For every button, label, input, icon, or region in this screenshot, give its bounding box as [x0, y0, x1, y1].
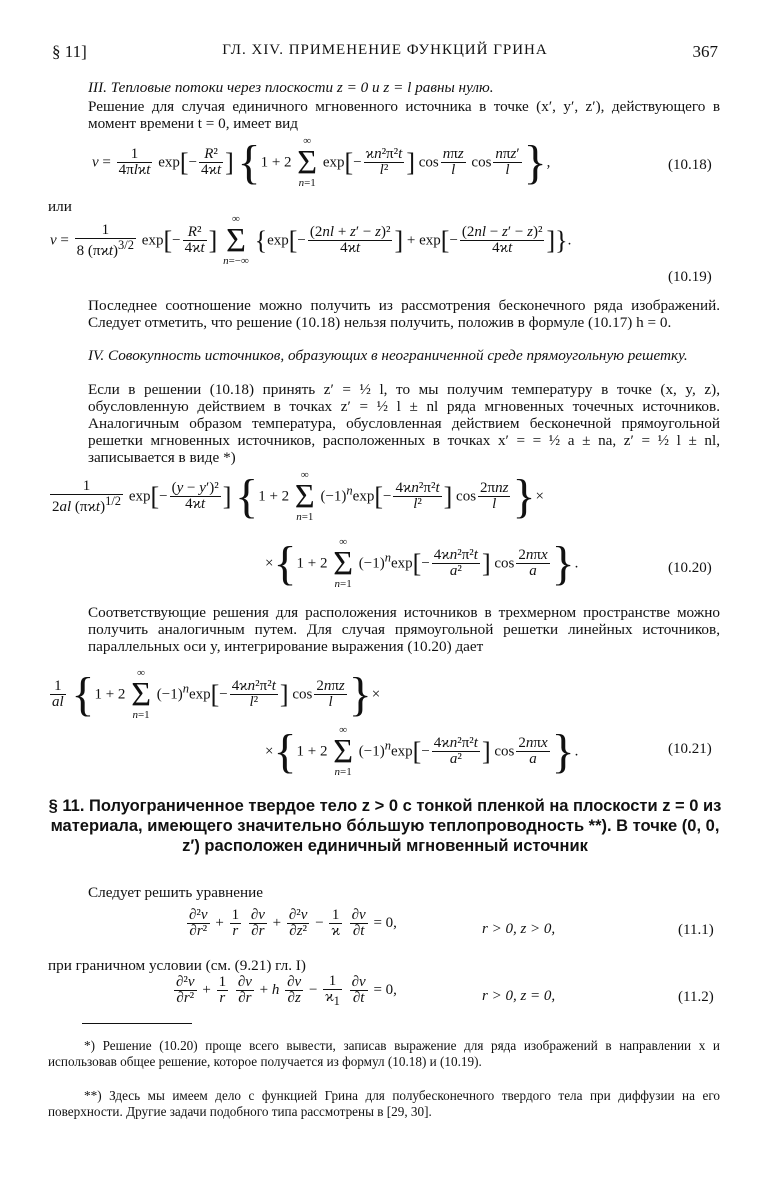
- or-word: или: [48, 198, 72, 215]
- running-head-section: § 11]: [52, 42, 87, 61]
- running-head-title: ГЛ. XIV. ПРИМЕНЕНИЕ ФУНКЦИЙ ГРИНА: [222, 42, 548, 58]
- equation-10-21-line2: ×{1 + 2 ∞ Σ n=1 $(-1)^n\exp[-$ $\frac{\text{4ϰn²π²t}}{\text{a²}}$ ] cos $\frac{\text{2nπx}}{a}$ }.: [265, 724, 579, 779]
- case4-after: Соответствующие решения для расположения источников в трехмерном пространстве можно получить аналогичным путем. Для случая прямоугольной решетки линейных источников, параллельных оси y, интегрирование выражения (10.20) дает: [88, 604, 720, 655]
- section-11-intro: Следует решить уравнение: [88, 884, 264, 901]
- eq-10-21-label: (10.21): [668, 741, 712, 757]
- boundary-condition-text: при граничном условии (см. (9.21) гл. I): [48, 957, 306, 974]
- eq-10-19-label: (10.19): [668, 269, 712, 285]
- equation-10-20-line2: ×{1 + 2 ∞ Σ n=1 $(-1)^n\exp[-$ $\frac{\text{4ϰn²π²t}}{\text{a²}}$ ] cos $\frac{\text{2nπx}}{a}$ }.: [265, 536, 579, 591]
- eq-11-1-conditions: r > 0, z > 0,: [482, 921, 556, 937]
- footnote-1: *) Решение (10.20) проще всего вывести, записав выражение для ряда изображений в направлении x и использовав общее решение, которое получается из формул (10.18) и (10.19).: [48, 1038, 720, 1069]
- case3-intro: Решение для случая единичного мгновенного источника в точке (x′, y′, z′), действующего в момент времени t = 0, имеет вид: [88, 98, 720, 132]
- eq-11-1-label: (11.1): [678, 922, 714, 938]
- page-number: 367: [692, 42, 718, 61]
- case4-heading: IV. Совокупность источников, образующих в неограниченной среде прямоугольную решетку.: [88, 347, 688, 364]
- eq-11-2-label: (11.2): [678, 989, 714, 1005]
- eq-10-20-label: (10.20): [668, 560, 712, 576]
- equation-11-1: $\frac{\text{∂²v}}{\text{∂r²}}$ + $\frac{1}{r}$ $\frac{\partial v}{\partial r}$ + $\frac{\text{∂²v}}{\text{∂z²}}$ − $\frac{1}{ϰ}$ $\frac{\partial v}{\partial t}$ = 0,: [189, 907, 397, 939]
- equation-10-21-line1: $\frac{1}{al}$ {1 + 2 ∞ Σ n=1 $(-1)^n\exp[-$ $\frac{\text{4ϰn²π²t}}{\text{l²}}$ ] cos $\frac{\text{2nπz}}{l}$ }×: [52, 667, 381, 722]
- case4-intro: Если в решении (10.18) принять z′ = ½ l, то мы получим температуру в точке (x, y, z), обусловленную действием в точках z′ = ½ l ± nl ряда мгновенных точечных источников. Аналогичным образом температура, обусловленная действием бесконечной прямоугольной решетки мгновенных источников, расположенных в точках x′ = = ½ a ± na, z′ = ½ l ± nl, записывается в виде *): [88, 381, 720, 466]
- eq-11-2-conditions: r > 0, z = 0,: [482, 988, 556, 1004]
- footnote-rule: [82, 1023, 192, 1024]
- equation-10-18: v = $\frac{1}{\text{4πlϰt}}$ exp[− $\frac{\text{R²}}{4ϰt}$ ] {1 + 2 ∞ Σ n=1 exp[− $\frac{\text{ϰn²π²t}}{\text{l²}}$ ] cos $\frac{\text{nπz}}{l}$ cos $\frac{\text{nπz′}}{l}$ },: [92, 135, 551, 190]
- equation-10-20-line1: $\frac{1}{2al (\pi ϰt)^{1/2}}$ exp[− $\frac{\text{(y − y′)²}}{4ϰt}$ ] {1 + 2 ∞ Σ n=1 $(-1)^n\exp[-$ $\frac{\text{4ϰn²π²t}}{\text{l²}}$ ] cos $\frac{\text{2πnz}}{l}$ }×: [52, 469, 544, 524]
- equation-10-19: v = $\frac{1}{8 (\pi ϰt)^{3/2}}$ exp[− $\frac{\text{R²}}{4ϰt}$ ] ∞ Σ n=−∞ {exp[− $\frac{\text{(2nl + z′ − z)²}}{4ϰt}$ ] + exp[− $\frac{\text{(2nl − z′ − z)²}}{4ϰt}$ ]}.: [50, 213, 572, 268]
- eq-10-18-label: (10.18): [668, 157, 712, 173]
- case3-after: Последнее соотношение можно получить из рассмотрения бесконечного ряда изображений. Следует отметить, что решение (10.18) нельзя получить, положив в формуле (10.17) h = 0.: [88, 297, 720, 331]
- equation-11-2: $\frac{\text{∂²v}}{\text{∂r²}}$ + $\frac{1}{r}$ $\frac{\partial v}{\partial r}$ + h $\frac{\partial v}{\partial z}$ − $\frac{1}{ϰ_1}$ $\frac{\partial v}{\partial t}$ = 0,: [176, 973, 397, 1008]
- footnote-2: **) Здесь мы имеем дело с функцией Грина для полубесконечного твердого тела при диффузии на его поверхности. Другие задачи подобного типа рассмотрены в [29, 30].: [48, 1088, 720, 1119]
- section-11-title: § 11. Полуограниченное твердое тело z > 0 с тонкой пленкой на плоскости z = 0 из материала, имеющего значительно бо́льшую теплопроводность **). В точке (0, 0, z′) расположен единичный мгновенный источник: [48, 797, 722, 855]
- case3-heading: III. Тепловые потоки через плоскости z = 0 и z = l равны нулю.: [88, 79, 494, 96]
